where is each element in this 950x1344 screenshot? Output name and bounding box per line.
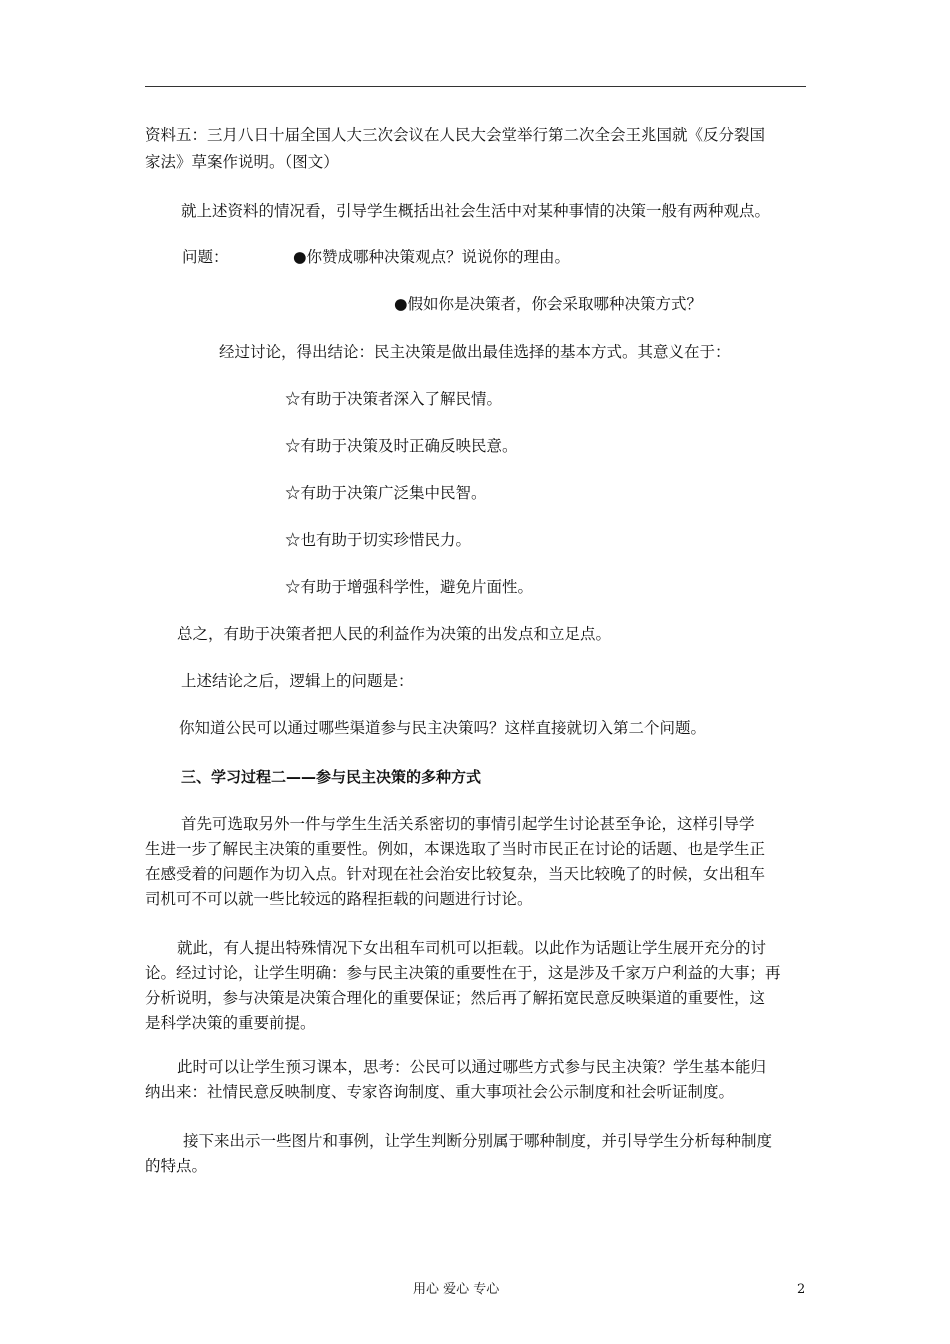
- logic-question-text: 上述结论之后，逻辑上的问题是：: [181, 672, 414, 690]
- paragraph2-line-2: 论。经过讨论，让学生明确：参与民主决策的重要性在于，这是涉及千家万户利益的大事；再: [145, 964, 781, 982]
- material5-line-1: 资料五：三月八日十届全国人大三次会议在人民大会堂举行第二次全会王兆国就《反分裂国: [145, 126, 766, 144]
- significance-item-4: ☆也有助于切实珍惜民力。: [285, 531, 472, 549]
- footer-slogan: 用心 爱心 专心: [413, 1282, 500, 1297]
- question-item-2: ●假如你是决策者，你会采取哪种决策方式？: [394, 295, 703, 313]
- page-number: 2: [797, 1282, 806, 1297]
- paragraph1-line-1: 首先可选取另外一件与学生生活关系密切的事情引起学生讨论甚至争论，这样引导学: [181, 815, 755, 833]
- section-heading: 三、学习过程二——参与民主决策的多种方式: [181, 768, 482, 786]
- paragraph4-line-1: 接下来出示一些图片和事例，让学生判断分别属于哪种制度，并引导学生分析每种制度: [183, 1132, 773, 1150]
- paragraph2-line-3: 分析说明，参与决策是决策合理化的重要保证；然后再了解拓宽民意反映渠道的重要性，这: [145, 989, 766, 1007]
- significance-item-3: ☆有助于决策广泛集中民智。: [285, 484, 487, 502]
- paragraph4-line-2: 的特点。: [145, 1157, 208, 1175]
- transition-text: 你知道公民可以通过哪些渠道参与民主决策吗？这样直接就切入第二个问题。: [179, 719, 707, 737]
- summary-text: 总之，有助于决策者把人民的利益作为决策的出发点和立足点。: [177, 625, 612, 643]
- conclusion-text: 经过讨论，得出结论：民主决策是做出最佳选择的基本方式。其意义在于：: [219, 343, 731, 361]
- paragraph3-line-1: 此时可以让学生预习课本，思考：公民可以通过哪些方式参与民主决策？学生基本能归: [177, 1058, 767, 1076]
- paragraph2-line-4: 是科学决策的重要前提。: [145, 1014, 316, 1032]
- paragraph1-line-2: 生进一步了解民主决策的重要性。例如，本课选取了当时市民正在讨论的话题、也是学生正: [145, 840, 766, 858]
- intro-text: 就上述资料的情况看，引导学生概括出社会生活中对某种事情的决策一般有两种观点。: [181, 202, 771, 220]
- significance-item-5: ☆有助于增强科学性，避免片面性。: [285, 578, 534, 596]
- paragraph3-line-2: 纳出来：社情民意反映制度、专家咨询制度、重大事项社会公示制度和社会听证制度。: [145, 1083, 735, 1101]
- paragraph1-line-3: 在感受着的问题作为切入点。针对现在社会治安比较复杂，当天比较晚了的时候，女出租车: [145, 865, 766, 883]
- paragraph2-line-1: 就此，有人提出特殊情况下女出租车司机可以拒载。以此作为话题让学生展开充分的讨: [177, 939, 767, 957]
- significance-item-1: ☆有助于决策者深入了解民情。: [285, 390, 503, 408]
- question-label: 问题：: [182, 248, 229, 266]
- material5-line-2: 家法》草案作说明。（图文）: [145, 153, 339, 171]
- significance-item-2: ☆有助于决策及时正确反映民意。: [285, 437, 518, 455]
- question-item-1: ●你赞成哪种决策观点？说说你的理由。: [293, 248, 571, 266]
- header-rule: [145, 86, 806, 87]
- paragraph1-line-4: 司机可不可以就一些比较远的路程拒载的问题进行讨论。: [145, 890, 533, 908]
